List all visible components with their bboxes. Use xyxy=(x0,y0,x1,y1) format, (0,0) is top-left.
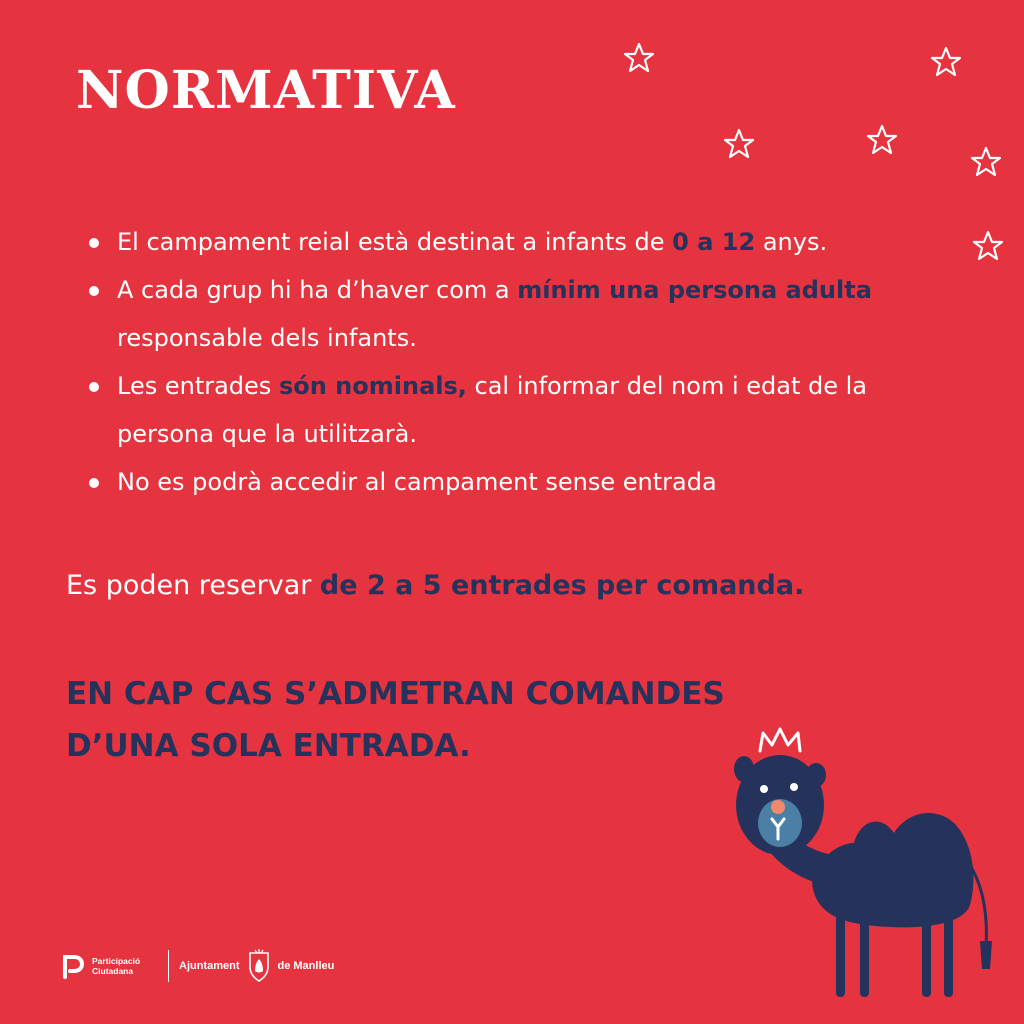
star-icon xyxy=(623,42,655,74)
footer-logos xyxy=(62,946,334,986)
rule-item: El campament reial està destinat a infants de 0 a 12 anys. xyxy=(86,218,966,266)
star-icon xyxy=(970,146,1002,178)
ajuntament-label: Ajuntament xyxy=(179,960,240,972)
star-icon xyxy=(972,230,1004,262)
participacio-logo-icon xyxy=(62,953,84,979)
rule-item: Les entrades són nominals, cal informar del nom i edat de la persona que la utilitzarà. xyxy=(86,362,966,458)
reservation-info: Es poden reservar de 2 a 5 entrades per comanda. xyxy=(66,570,805,601)
footer-divider xyxy=(168,950,169,982)
warning-text: EN CAP CAS S’ADMETRAN COMANDES D’UNA SOLA ENTRADA. xyxy=(66,676,725,764)
de-manlleu-label: de Manlleu xyxy=(277,960,335,972)
rule-item: A cada grup hi ha d’haver com a mínim una persona adulta responsable dels infants. xyxy=(86,266,966,362)
manlleu-shield-icon xyxy=(247,949,271,983)
star-icon xyxy=(723,128,755,160)
rules-list xyxy=(86,218,966,506)
star-icon xyxy=(930,46,962,78)
page-title: NORMATIVA xyxy=(76,60,456,121)
rule-item: No es podrà accedir al campament sense entrada xyxy=(86,458,966,506)
camel-illustration xyxy=(720,725,1010,1005)
star-icon xyxy=(866,124,898,156)
participacio-label: Participació Ciutadana xyxy=(92,956,141,976)
